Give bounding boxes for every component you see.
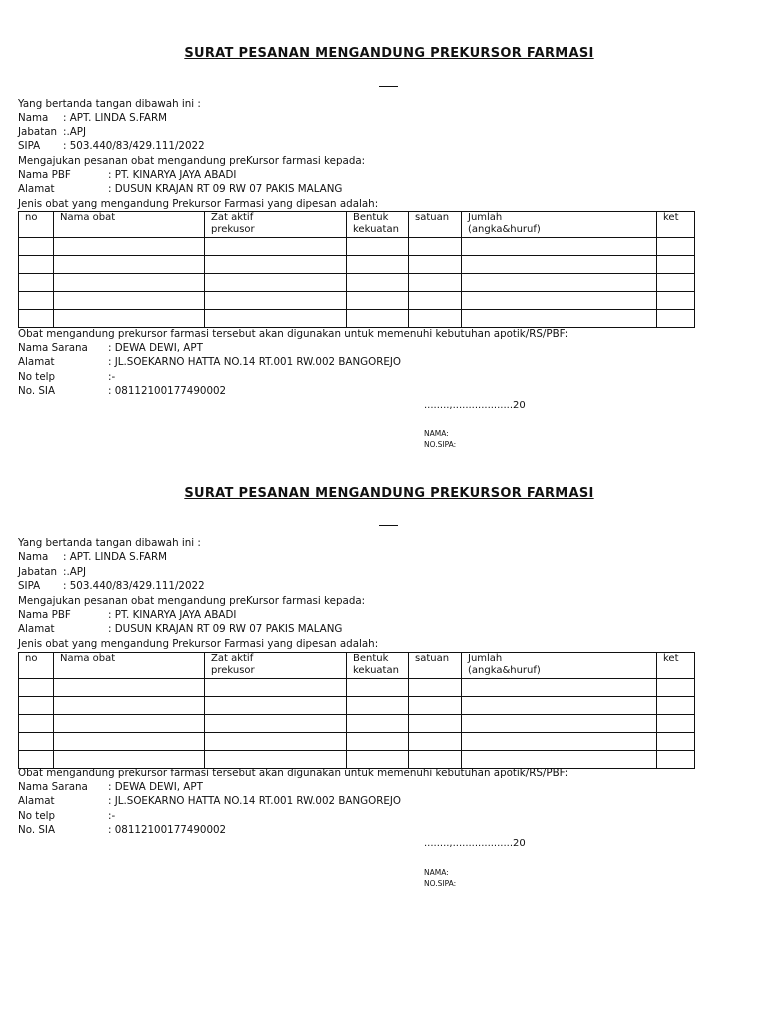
- signer-name-row: [18, 112, 618, 124]
- date-line: ........,...................20: [424, 400, 526, 411]
- table-cell[interactable]: [19, 733, 54, 751]
- signature-sipa: NO.SIPA:: [424, 440, 457, 449]
- col-header-no: no: [19, 212, 54, 238]
- table-header-row: [19, 212, 695, 238]
- table-cell[interactable]: [54, 697, 205, 715]
- supplier-address-label: Alamat: [18, 623, 55, 635]
- signer-position-label: Jabatan: [18, 566, 58, 578]
- facility-address-row: [18, 795, 618, 807]
- facility-name-row: [18, 342, 618, 354]
- table-cell[interactable]: [54, 679, 205, 697]
- table-cell[interactable]: [347, 256, 409, 274]
- table-cell[interactable]: [657, 274, 695, 292]
- table-cell[interactable]: [54, 751, 205, 769]
- table-cell[interactable]: [19, 751, 54, 769]
- table-cell[interactable]: [462, 274, 657, 292]
- signer-name-row: [18, 551, 618, 563]
- facility-phone-value: :-: [108, 810, 116, 822]
- table-cell[interactable]: [54, 733, 205, 751]
- signer-name-label: Nama: [18, 112, 49, 124]
- facility-phone-label: No telp: [18, 371, 56, 383]
- table-cell[interactable]: [205, 733, 347, 751]
- table-cell[interactable]: [205, 310, 347, 328]
- signer-sipa-label: SIPA: [18, 580, 41, 592]
- order-table: [18, 652, 695, 769]
- table-cell[interactable]: [19, 310, 54, 328]
- table-cell[interactable]: [19, 256, 54, 274]
- col-header-form-strength: Bentuk kekuatan: [347, 653, 409, 679]
- order-table: [18, 211, 695, 328]
- table-cell[interactable]: [657, 292, 695, 310]
- table-cell[interactable]: [409, 238, 462, 256]
- table-cell[interactable]: [54, 310, 205, 328]
- table-cell[interactable]: [347, 733, 409, 751]
- supplier-name-label: Nama PBF: [18, 169, 71, 181]
- signer-position-row: [18, 126, 618, 138]
- signature-sipa: NO.SIPA:: [424, 879, 457, 888]
- facility-address-value: : JL.SOEKARNO HATTA NO.14 RT.001 RW.002 BANGOREJO: [108, 356, 402, 368]
- intro-text: Yang bertanda tangan dibawah ini :: [18, 98, 201, 110]
- table-row: [19, 274, 695, 292]
- facility-name-label: Nama Sarana: [18, 342, 88, 354]
- col-header-drug-name: Nama obat: [54, 212, 205, 238]
- table-cell[interactable]: [205, 679, 347, 697]
- facility-name-value: : DEWA DEWI, APT: [108, 342, 203, 354]
- signer-sipa-row: [18, 140, 618, 152]
- table-cell[interactable]: [409, 715, 462, 733]
- table-cell[interactable]: [347, 292, 409, 310]
- signer-name-value: : APT. LINDA S.FARM: [63, 551, 168, 563]
- col-header-form-strength: Bentuk kekuatan: [347, 212, 409, 238]
- table-cell[interactable]: [657, 733, 695, 751]
- signer-position-value: :.APJ: [63, 126, 87, 138]
- supplier-address-label: Alamat: [18, 183, 55, 195]
- table-cell[interactable]: [347, 715, 409, 733]
- table-intro-text: Jenis obat yang mengandung Prekursor Farmasi yang dipesan adalah:: [18, 198, 379, 210]
- table-cell[interactable]: [347, 751, 409, 769]
- facility-sia-label: No. SIA: [18, 385, 55, 397]
- facility-name-label: Nama Sarana: [18, 781, 88, 793]
- col-header-quantity: Jumlah (angka&huruf): [462, 653, 657, 679]
- table-cell[interactable]: [54, 274, 205, 292]
- table-cell[interactable]: [19, 715, 54, 733]
- facility-address-row: [18, 356, 618, 368]
- supplier-address-value: : DUSUN KRAJAN RT 09 RW 07 PAKIS MALANG: [108, 183, 343, 195]
- table-cell[interactable]: [409, 310, 462, 328]
- table-cell[interactable]: [205, 256, 347, 274]
- table-row: [19, 733, 695, 751]
- usage-text: Obat mengandung prekursor farmasi tersebut akan digunakan untuk memenuhi kebutuhan apotik/RS/PBF:: [18, 328, 569, 340]
- table-cell[interactable]: [409, 292, 462, 310]
- signature-name: NAMA:: [424, 868, 449, 877]
- form-title: SURAT PESANAN MENGANDUNG PREKURSOR FARMASI: [184, 46, 594, 61]
- supplier-address-row: [18, 623, 618, 635]
- col-header-quantity: Jumlah (angka&huruf): [462, 212, 657, 238]
- facility-name-row: [18, 781, 618, 793]
- signer-name-value: : APT. LINDA S.FARM: [63, 112, 168, 124]
- table-cell[interactable]: [347, 310, 409, 328]
- table-cell[interactable]: [409, 274, 462, 292]
- signer-sipa-label: SIPA: [18, 140, 41, 152]
- col-header-active-ingredient: Zat aktif prekusor: [205, 653, 347, 679]
- facility-address-label: Alamat: [18, 795, 55, 807]
- table-cell[interactable]: [205, 292, 347, 310]
- supplier-address-value: : DUSUN KRAJAN RT 09 RW 07 PAKIS MALANG: [108, 623, 343, 635]
- table-cell[interactable]: [19, 292, 54, 310]
- table-cell[interactable]: [54, 715, 205, 733]
- signature-name: NAMA:: [424, 429, 449, 438]
- supplier-name-row: [18, 169, 618, 181]
- table-cell[interactable]: [19, 697, 54, 715]
- facility-sia-value: : 08112100177490002: [108, 824, 227, 836]
- col-header-unit: satuan: [409, 653, 462, 679]
- date-line: ........,...................20: [424, 838, 526, 849]
- title-underline: [379, 86, 398, 87]
- table-cell[interactable]: [19, 274, 54, 292]
- facility-phone-value: :-: [108, 371, 116, 383]
- table-cell[interactable]: [657, 697, 695, 715]
- table-row: [19, 697, 695, 715]
- request-text: Mengajukan pesanan obat mengandung preKursor farmasi kepada:: [18, 595, 366, 607]
- table-cell[interactable]: [409, 697, 462, 715]
- signer-sipa-row: [18, 580, 618, 592]
- table-row: [19, 238, 695, 256]
- table-cell[interactable]: [657, 715, 695, 733]
- table-cell[interactable]: [462, 256, 657, 274]
- request-text: Mengajukan pesanan obat mengandung preKursor farmasi kepada:: [18, 155, 366, 167]
- table-cell[interactable]: [54, 238, 205, 256]
- table-cell[interactable]: [462, 751, 657, 769]
- table-cell[interactable]: [657, 751, 695, 769]
- facility-name-value: : DEWA DEWI, APT: [108, 781, 203, 793]
- facility-sia-value: : 08112100177490002: [108, 385, 227, 397]
- table-cell[interactable]: [462, 238, 657, 256]
- facility-sia-label: No. SIA: [18, 824, 55, 836]
- signer-position-value: :.APJ: [63, 566, 87, 578]
- col-header-note: ket: [657, 212, 695, 238]
- col-header-active-ingredient: Zat aktif prekusor: [205, 212, 347, 238]
- supplier-name-row: [18, 609, 618, 621]
- table-cell[interactable]: [657, 256, 695, 274]
- facility-address-label: Alamat: [18, 356, 55, 368]
- table-cell[interactable]: [347, 697, 409, 715]
- table-cell[interactable]: [657, 310, 695, 328]
- supplier-address-row: [18, 183, 618, 195]
- facility-phone-row: [18, 371, 618, 383]
- table-cell[interactable]: [657, 679, 695, 697]
- table-cell[interactable]: [657, 238, 695, 256]
- table-intro-text: Jenis obat yang mengandung Prekursor Farmasi yang dipesan adalah:: [18, 638, 379, 650]
- table-cell[interactable]: [19, 238, 54, 256]
- col-header-unit: satuan: [409, 212, 462, 238]
- supplier-name-label: Nama PBF: [18, 609, 71, 621]
- table-cell[interactable]: [54, 292, 205, 310]
- table-cell[interactable]: [409, 751, 462, 769]
- facility-sia-row: [18, 385, 618, 397]
- table-cell[interactable]: [19, 679, 54, 697]
- table-cell[interactable]: [205, 751, 347, 769]
- table-row: [19, 310, 695, 328]
- signer-sipa-value: : 503.440/83/429.111/2022: [63, 140, 205, 152]
- supplier-name-value: : PT. KINARYA JAYA ABADI: [108, 609, 237, 621]
- table-cell[interactable]: [205, 715, 347, 733]
- table-cell[interactable]: [205, 697, 347, 715]
- facility-phone-label: No telp: [18, 810, 56, 822]
- table-row: [19, 715, 695, 733]
- table-row: [19, 292, 695, 310]
- table-cell[interactable]: [462, 697, 657, 715]
- facility-sia-row: [18, 824, 618, 836]
- table-cell[interactable]: [462, 310, 657, 328]
- table-cell[interactable]: [205, 274, 347, 292]
- table-cell[interactable]: [409, 256, 462, 274]
- table-row: [19, 256, 695, 274]
- title-underline: [379, 525, 398, 526]
- table-cell[interactable]: [462, 715, 657, 733]
- col-header-note: ket: [657, 653, 695, 679]
- table-cell[interactable]: [54, 256, 205, 274]
- signer-position-label: Jabatan: [18, 126, 58, 138]
- facility-address-value: : JL.SOEKARNO HATTA NO.14 RT.001 RW.002 BANGOREJO: [108, 795, 402, 807]
- table-cell[interactable]: [462, 292, 657, 310]
- signer-sipa-value: : 503.440/83/429.111/2022: [63, 580, 205, 592]
- intro-text: Yang bertanda tangan dibawah ini :: [18, 537, 201, 549]
- table-row: [19, 751, 695, 769]
- table-cell[interactable]: [462, 733, 657, 751]
- table-cell[interactable]: [347, 238, 409, 256]
- table-cell[interactable]: [462, 679, 657, 697]
- table-cell[interactable]: [347, 679, 409, 697]
- table-cell[interactable]: [347, 274, 409, 292]
- usage-text: Obat mengandung prekursor farmasi tersebut akan digunakan untuk memenuhi kebutuhan apotik/RS/PBF:: [18, 767, 569, 779]
- form-title: SURAT PESANAN MENGANDUNG PREKURSOR FARMASI: [184, 486, 594, 501]
- signer-name-label: Nama: [18, 551, 49, 563]
- table-header-row: [19, 653, 695, 679]
- facility-phone-row: [18, 810, 618, 822]
- col-header-no: no: [19, 653, 54, 679]
- col-header-drug-name: Nama obat: [54, 653, 205, 679]
- supplier-name-value: : PT. KINARYA JAYA ABADI: [108, 169, 237, 181]
- table-row: [19, 679, 695, 697]
- signer-position-row: [18, 566, 618, 578]
- table-cell[interactable]: [409, 679, 462, 697]
- table-cell[interactable]: [409, 733, 462, 751]
- table-cell[interactable]: [205, 238, 347, 256]
